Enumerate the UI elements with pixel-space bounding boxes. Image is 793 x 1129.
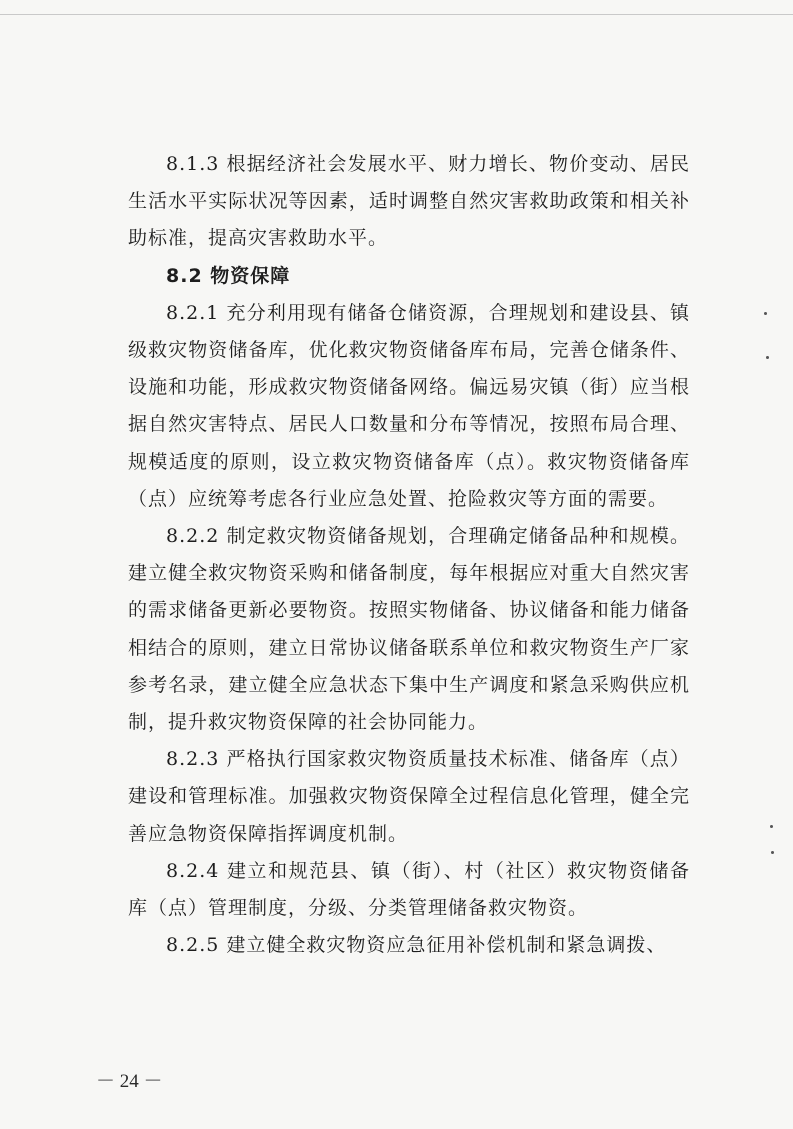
page-number: － 24 － [96,1071,163,1092]
paragraph-8-2-4: 8.2.4 建立和规范县、镇（街）、村（社区）救灾物资储备库（点）管理制度，分级、分类管理储备救灾物资。 [128,859,690,920]
scan-speck [764,312,767,315]
paragraph-8-1-3: 8.1.3 根据经济社会发展水平、财力增长、物价变动、居民生活水平实际状况等因素，适时调整自然灾害救助政策和相关补助标准，提高灾害救助水平。 [128,153,690,250]
paragraph-8-2-5: 8.2.5 建立健全救灾物资应急征用补偿机制和紧急调拨、 [166,934,667,957]
page-body [128,146,690,964]
paragraph-8-2-3: 8.2.3 严格执行国家救灾物资质量技术标准、储备库（点）建设和管理标准。加强救灾物资保障全过程信息化管理，健全完善应急物资保障指挥调度机制。 [128,748,690,845]
top-edge-rule [0,14,793,15]
scan-speck [770,825,773,828]
scan-speck [771,851,774,854]
paragraph-8-2-2: 8.2.2 制定救灾物资储备规划，合理确定储备品种和规模。建立健全救灾物资采购和储备制度，每年根据应对重大自然灾害的需求储备更新必要物资。按照实物储备、协议储备和能力储备相结合的原则，建立日常协议储备联系单位和救灾物资生产厂家参考名录，建立健全应急状态下集中生产调度和紧急采购供应机制，提升救灾物资保障的社会协同能力。 [128,525,690,734]
section-heading-8-2: 8.2 物资保障 [166,264,291,287]
paragraph-8-2-1: 8.2.1 充分利用现有储备仓储资源，合理规划和建设县、镇级救灾物资储备库，优化救灾物资储备库布局，完善仓储条件、设施和功能，形成救灾物资储备网络。偏远易灾镇（街）应当根据自然灾害特点、居民人口数量和分布等情况，按照布局合理、规模适度的原则，设立救灾物资储备库（点）。救灾物资储备库（点）应统筹考虑各行业应急处置、抢险救灾等方面的需要。 [128,301,690,510]
scan-speck [766,356,769,359]
